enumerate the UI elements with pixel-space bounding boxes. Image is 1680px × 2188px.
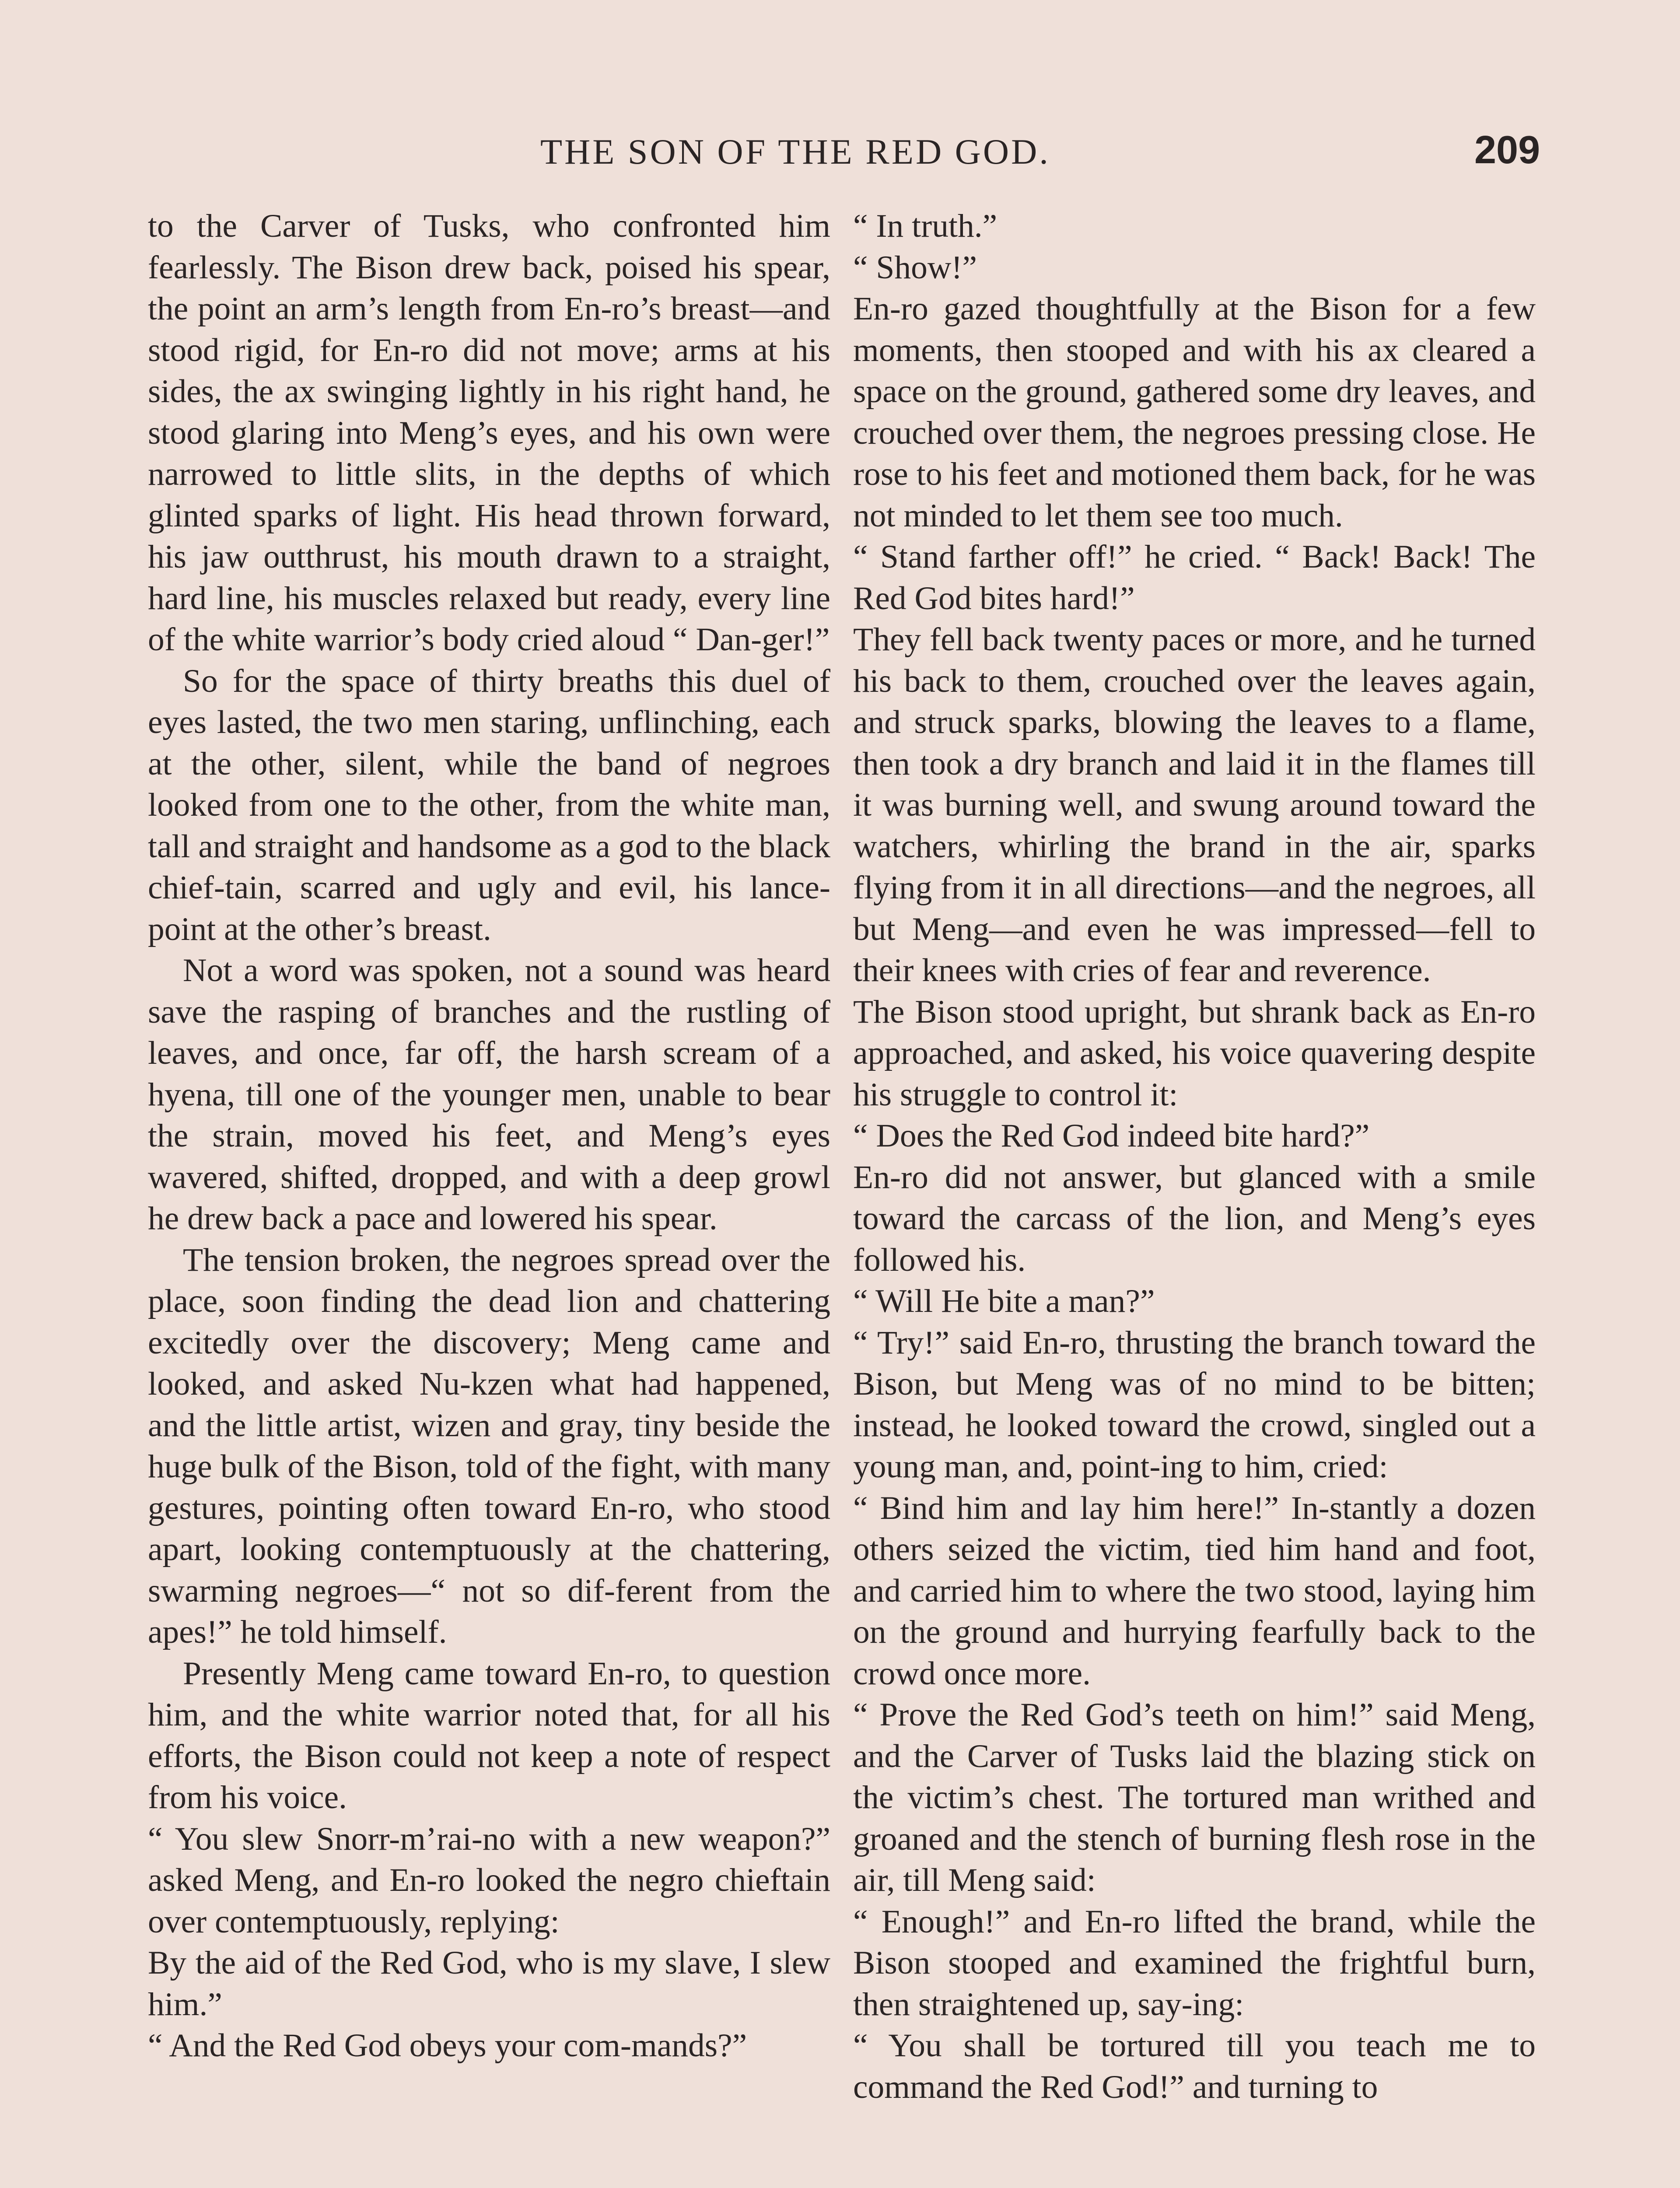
paragraph: “ You slew Snorr-m’rai-no with a new weapon?” asked Meng, and En-ro looked the negro chieftain over contemptuously, replying: — [148, 1820, 830, 1940]
page-number: 209 — [1474, 128, 1540, 172]
paragraph: “ Enough!” and En-ro lifted the brand, while the Bison stooped and examined the frightful burn, then straightened up, say-ing: — [853, 1903, 1536, 2023]
running-title: THE SON OF THE RED GOD. — [540, 132, 1050, 172]
paragraph: En-ro gazed thoughtfully at the Bison for a few moments, then stooped and with his ax cleared a space on the ground, gathered some dry leaves, and crouched over them, the negroes pressing close. He rose to his feet and motioned them back, for he was not minded to let them see too much. — [853, 291, 1536, 534]
paragraph: “ Bind him and lay him here!” In-stantly a dozen others seized the victim, tied him hand and foot, and carried him to where the two stood, laying him on the ground and hurrying fearfully back to the crowd once more. — [853, 1490, 1536, 1692]
paragraph: The Bison stood upright, but shrank back as En-ro approached, and asked, his voice quavering despite his struggle to control it: — [853, 993, 1536, 1113]
paragraph: Not a word was spoken, not a sound was heard save the rasping of branches and the rustling of leaves, and once, far off, the harsh scream of a hyena, till one of the younger men, unable to bear the strain, moved his feet, and Meng’s eyes wavered, shifted, dropped, and with a deep growl he drew back a pace and lowered his spear. — [148, 952, 830, 1237]
paragraph: “ Does the Red God indeed bite hard?” — [853, 1118, 1370, 1154]
paragraph: The tension broken, the negroes spread over the place, soon finding the dead lion and chattering excitedly over the discovery; Meng came and looked, and asked Nu-kzen what had happened, and the little artist, wizen and gray, tiny beside the huge bulk of the Bison, told of the fight, with many gestures, pointing often toward En-ro, who stood apart, looking contemptuously at the chattering, swarming negroes—“ not so dif-ferent from the apes!” he told himself. — [148, 1241, 830, 1650]
paragraph: “ Stand farther off!” he cried. “ Back! Back! The Red God bites hard!” — [853, 539, 1536, 617]
paragraph: So for the space of thirty breaths this duel of eyes lasted, the two men staring, unflinching, each at the other, silent, while the band of negroes looked from one to the other, from the white man, tall and straight and handsome as a god to the black chief-tain, scarred and ugly and evil, his lance-point at the other’s breast. — [148, 663, 830, 947]
left-column — [148, 206, 830, 2067]
paragraph: “ Try!” said En-ro, thrusting the branch toward the Bison, but Meng was of no mind to be bitten; instead, he looked toward the crowd, singled out a young man, and, point-ing to him, cried: — [853, 1324, 1536, 1485]
paragraph: En-ro did not answer, but glanced with a smile toward the carcass of the lion, and Meng’s eyes followed his. — [853, 1159, 1536, 1278]
right-column — [853, 206, 1536, 2108]
paragraph: By the aid of the Red God, who is my slave, I slew him.” — [148, 1945, 830, 2023]
paragraph: “ Show!” — [853, 249, 977, 286]
running-header — [0, 128, 1680, 179]
paragraph: “ And the Red God obeys your com-mands?” — [148, 2027, 747, 2064]
paragraph: “ Prove the Red God’s teeth on him!” said Meng, and the Carver of Tusks laid the blazing stick on the victim’s chest. The tortured man writhed and groaned and the stench of burning flesh rose in the air, till Meng said: — [853, 1697, 1536, 1898]
paragraph: “ Will He bite a man?” — [853, 1283, 1155, 1319]
paragraph: “ You shall be tortured till you teach me to command the Red God!” and turning to — [853, 2027, 1536, 2105]
paragraph: “ In truth.” — [853, 208, 998, 244]
paragraph: Presently Meng came toward En-ro, to question him, and the white warrior noted that, for all his efforts, the Bison could not keep a note of respect from his voice. — [148, 1655, 830, 1816]
paragraph: They fell back twenty paces or more, and he turned his back to them, crouched over the leaves again, and struck sparks, blowing the leaves to a flame, then took a dry branch and laid it in the flames till it was burning well, and swung around toward the watchers, whirling the brand in the air, sparks flying from it in all directions—and the negroes, all but Meng—and even he was impressed—fell to their knees with cries of fear and reverence. — [853, 621, 1536, 989]
paragraph: to the Carver of Tusks, who confronted him fearlessly. The Bison drew back, poised his spear, the point an arm’s length from En-ro’s breast—and stood rigid, for En-ro did not move; arms at his sides, the ax swinging lightly in his right hand, he stood glaring into Meng’s eyes, and his own were narrowed to little slits, in the depths of which glinted sparks of light. His head thrown forward, his jaw outthrust, his mouth drawn to a straight, hard line, his muscles relaxed but ready, every line of the white warrior’s body cried aloud “ Dan-ger!” — [148, 208, 830, 658]
